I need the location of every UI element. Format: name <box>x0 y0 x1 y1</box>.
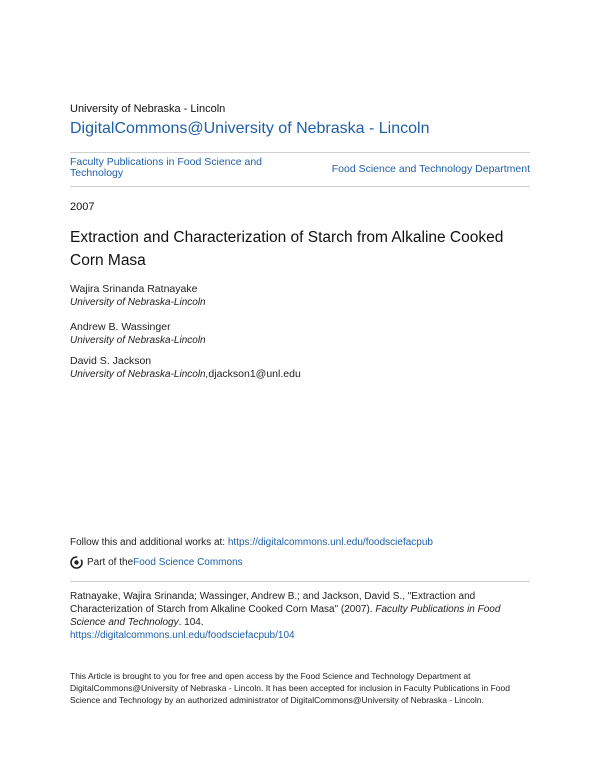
citation-divider <box>70 581 530 582</box>
part-of-line <box>70 556 243 569</box>
citation-text: Ratnayake, Wajira Srinanda; Wassinger, Andrew B.; and Jackson, David S., "Extraction and Characterization of Starch from Alkaline Cooked Corn Masa" (2007). <box>70 591 476 615</box>
collection-link[interactable]: Faculty Publications in Food Science and Technology <box>70 156 263 179</box>
nav-divider-top <box>70 152 530 153</box>
author-name: Andrew B. Wassinger <box>70 321 171 333</box>
institution-name: University of Nebraska - Lincoln <box>70 103 226 115</box>
publication-year: 2007 <box>70 201 95 213</box>
author-affiliation: University of Nebraska-Lincoln <box>70 335 206 346</box>
citation-url-link[interactable]: https://digitalcommons.unl.edu/foodsciefacpub/104 <box>70 630 295 641</box>
department-link[interactable]: Food Science and Technology Department <box>331 163 530 175</box>
creative-commons-icon <box>70 556 83 569</box>
follow-line <box>70 537 433 548</box>
author-name: David S. Jackson <box>70 355 152 367</box>
part-of-prefix: Part of the <box>87 557 134 568</box>
author-affiliation-line <box>70 368 301 381</box>
follow-url-link[interactable]: https://digitalcommons.unl.edu/foodsciefacpub <box>227 537 433 548</box>
article-title: Extraction and Characterization of Starch from Alkaline Cooked Corn Masa <box>70 229 504 269</box>
access-notice: This Article is brought to you for free and open access by the Food Science and Technology Department at DigitalCommons@University of Nebraska - Lincoln. It has been accepted for inclusion in Faculty Publications in Food Science and Technology by an authorized administrator of DigitalCommons@University of Nebraska - Lincoln. <box>70 671 510 705</box>
author-email[interactable]: djackson1@unl.edu <box>208 368 301 380</box>
citation-block <box>70 590 532 642</box>
follow-prefix: Follow this and additional works at: <box>70 537 228 548</box>
citation-journal: Faculty Publications in Food Science and Technology <box>70 604 501 628</box>
citation-number: . 104. <box>178 617 204 628</box>
repository-link[interactable]: DigitalCommons@University of Nebraska - Lincoln <box>70 120 430 137</box>
author-block <box>70 283 206 309</box>
author-block <box>70 355 301 381</box>
nav-divider-bottom <box>70 186 530 187</box>
cover-page <box>70 0 530 776</box>
author-affiliation: University of Nebraska-Lincoln, <box>70 369 209 380</box>
author-name: Wajira Srinanda Ratnayake <box>70 283 198 295</box>
author-block <box>70 321 206 347</box>
food-science-commons-link[interactable]: Food Science Commons <box>133 557 243 568</box>
author-affiliation: University of Nebraska-Lincoln <box>70 297 206 308</box>
